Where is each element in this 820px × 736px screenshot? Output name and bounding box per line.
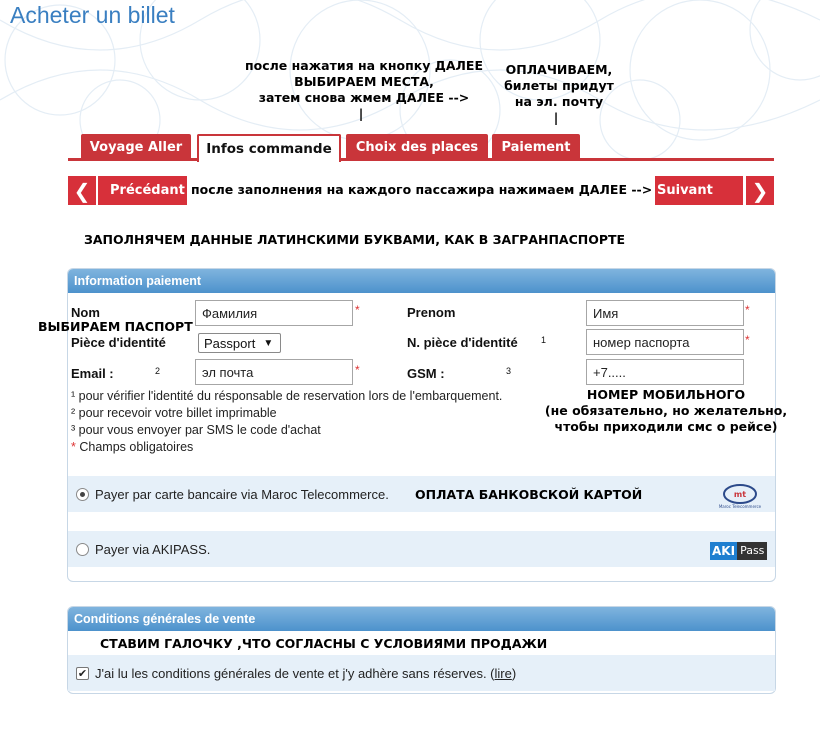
annotation-checkbox: СТАВИМ ГАЛОЧКУ ,ЧТО СОГЛАСНЫ С УСЛОВИЯМИ ПРОДАЖИ <box>100 636 548 651</box>
n-piece-identite-label: N. pièce d'identité <box>407 335 518 350</box>
maroc-telecommerce-logo <box>716 482 764 510</box>
tab-paiement[interactable]: Paiement <box>492 134 580 160</box>
nom-input[interactable] <box>195 300 353 326</box>
conditions-header: Conditions générales de vente <box>68 607 775 631</box>
footnote-2: ² pour recevoir votre billet imprimable <box>71 406 277 420</box>
email-label: Email : <box>71 366 114 381</box>
conditions-checkbox[interactable]: ✔ <box>77 666 88 680</box>
pay-card-label: Payer par carte bancaire via Maroc Telecommerce. <box>95 486 389 502</box>
email-input[interactable] <box>195 359 353 385</box>
prenom-input[interactable] <box>586 300 744 326</box>
n-piece-required-mark: * <box>745 333 750 347</box>
conditions-text: J'ai lu les conditions générales de vente et j'y adhère sans réserves. (lire) <box>95 665 517 681</box>
page-title: Acheter un billet <box>10 2 175 28</box>
email-footnote-mark: 2 <box>155 366 161 376</box>
pay-akipass-radio[interactable] <box>76 543 89 556</box>
chevron-down-icon: ▼ <box>263 337 274 349</box>
gsm-footnote-mark: 3 <box>506 366 512 376</box>
footnotes <box>71 388 502 456</box>
annotation-passport: ВЫБИРАЕМ ПАСПОРТ <box>38 319 193 334</box>
maroc-logo-mark: mt <box>733 490 747 499</box>
nom-required-mark: * <box>355 303 360 317</box>
gsm-label: GSM : <box>407 366 445 381</box>
required-note: * Champs obligatoires <box>71 440 194 454</box>
next-button[interactable]: Suivant <box>655 176 743 205</box>
email-required-mark: * <box>355 363 360 377</box>
tab-voyage-aller[interactable]: Voyage Aller <box>81 134 191 160</box>
akipass-logo-pass: Pass <box>737 542 767 560</box>
maroc-logo-text: Maroc Telecommerce <box>718 504 762 509</box>
tab-choix-des-places[interactable]: Choix des places <box>346 134 488 160</box>
nom-label: Nom <box>71 305 100 320</box>
prenom-label: Prenom <box>407 305 456 320</box>
previous-button[interactable]: Précédant <box>98 176 187 205</box>
pay-akipass-label: Payer via AKIPASS. <box>95 541 211 557</box>
piece-identite-selected: Passport <box>204 335 256 351</box>
footnote-1: ¹ pour vérifier l'identité du résponsable de reservation lors de l'embarquement. <box>71 389 503 403</box>
n-piece-footnote-mark: 1 <box>541 335 547 345</box>
conditions-read-link[interactable]: lire <box>494 665 512 681</box>
previous-arrow-button[interactable]: ❮ <box>68 176 96 205</box>
annotation-after-next: после нажатия на кнопку ДАЛЕЕ ВЫБИРАЕМ МЕСТА, затем снова жмем ДАЛЕЕ --> | <box>245 58 483 121</box>
pay-akipass-row[interactable] <box>68 531 775 567</box>
payment-info-header: Information paiement <box>68 269 775 293</box>
tab-infos-commande[interactable]: Infos commande <box>197 134 341 162</box>
prenom-required-mark: * <box>745 303 750 317</box>
n-piece-identite-input[interactable] <box>586 329 744 355</box>
annotation-fill-each: после заполнения на каждого пассажира нажимаем ДАЛЕЕ --> <box>191 182 653 197</box>
akipass-logo-aki: AKI <box>712 544 736 558</box>
annotation-card: ОПЛАТА БАНКОВСКОЙ КАРТОЙ <box>415 487 643 502</box>
akipass-logo <box>710 542 767 560</box>
footnote-3: ³ pour vous envoyer par SMS le code d'achat <box>71 423 321 437</box>
piece-identite-label: Pièce d'identité <box>71 335 166 350</box>
annotation-mobile: НОМЕР МОБИЛЬНОГО (не обязательно, но желательно, чтобы приходили смс о рейсе) <box>544 387 788 434</box>
piece-identite-select[interactable] <box>198 333 281 353</box>
pay-card-radio[interactable] <box>76 488 89 501</box>
conditions-row <box>68 655 775 691</box>
annotation-latin: ЗАПОЛНЯЧЕМ ДАННЫЕ ЛАТИНСКИМИ БУКВАМИ, КАК В ЗАГРАНПАСПОРТЕ <box>84 232 626 247</box>
next-arrow-button[interactable]: ❯ <box>746 176 774 205</box>
annotation-pay: ОПЛАЧИВАЕМ, билеты придут на эл. почту | <box>504 62 614 125</box>
gsm-input[interactable] <box>586 359 744 385</box>
